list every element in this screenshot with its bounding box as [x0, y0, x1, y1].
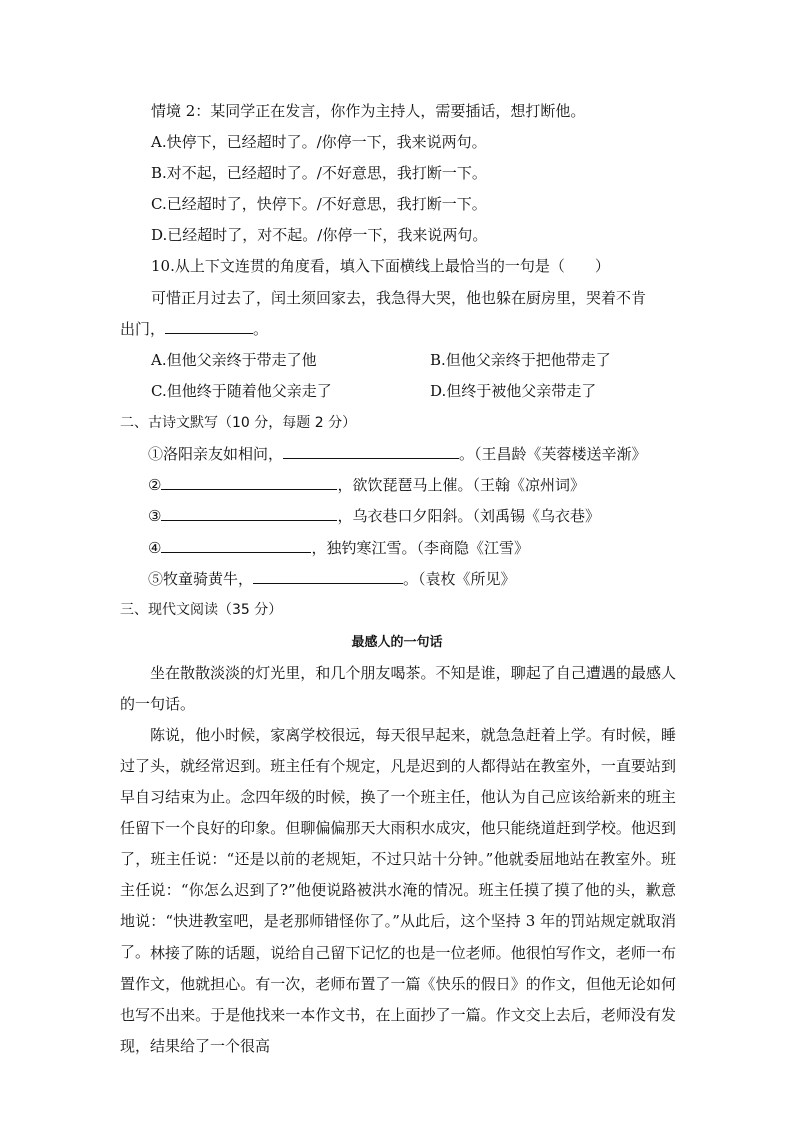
poem-item-2 [148, 475, 585, 495]
item-before: 牧童骑黄牛， [163, 570, 254, 588]
q10-option-d: D.但终于被他父亲带走了 [430, 382, 597, 400]
item-number: ① [148, 445, 164, 463]
q10-passage-prefix: 出门， [120, 320, 166, 338]
item-before: 洛阳亲友如相问， [163, 445, 284, 463]
answer-blank[interactable] [165, 319, 253, 334]
poem-item-4 [148, 538, 529, 558]
item-after: ，欲饮琵琶马上催。（王翰《凉州词》 [337, 476, 585, 494]
item-after: 。（王昌龄《芙蓉楼送辛渐》 [459, 445, 647, 463]
item-number: ② [148, 476, 162, 494]
q10-passage-line1: 可惜正月过去了，闰土须回家去，我急得大哭，他也躲在厨房里，哭着不肯 [151, 289, 647, 307]
answer-blank[interactable] [161, 538, 311, 553]
poem-item-5 [148, 569, 516, 589]
article-paragraph-1: 坐在散散淡淡的灯光里，和几个朋友喝茶。不知是谁，聊起了自己遭遇的最感人的一句话。 [120, 664, 676, 713]
q10-option-a: A.但他父亲终于带走了他 [151, 351, 317, 369]
answer-blank[interactable] [161, 506, 337, 521]
scenario2-option-b: B.对不起，已经超时了。/不好意思，我打断一下。 [151, 164, 487, 182]
article-title: 最感人的一句话 [351, 635, 443, 650]
poem-item-1 [148, 444, 647, 464]
item-number: ③ [148, 507, 162, 525]
scenario2-option-a: A.快停下，已经超时了。/你停一下，我来说两句。 [151, 133, 487, 151]
article-paragraph-3: 林接了陈的话题，说给自己留下记忆的也是一位老师。他很怕写作文，老师一布置作文，他就担心。有一次，老师布置了一篇《快乐的假日》的作文，但他无论如何也写不出来。于是他找来一本作文书，在上面抄了一篇。作文交上去后，老师没有发现，结果给了一个很高 [120, 944, 676, 1055]
scenario2-option-d: D.已经超时了，对不起。/你停一下，我来说两句。 [151, 226, 488, 244]
article-paragraph-2: 陈说，他小时候，家离学校很远，每天很早起来，就急急赶着上学。有时候，睡过了头，就经常迟到。班主任有个规定，凡是迟到的人都得站在教室外，一直要站到早自习结束为止。念四年级的时候，换了一个班主任，他认为自己应该给新来的班主任留下一个良好的印象。但聊偏偏那天大雨积水成灾，他只能绕道赶到学校。他迟到了，班主任说：“还是以前的老规矩，不过只站十分钟。”他就委屈地站在教室外。班主任说：“你怎么迟到了?”他便说路被洪水淹的情况。班主任摸了摸了他的头，歉意地说：“快进教室吧，是老那师错怪你了。”从此后，这个坚持 3 年的罚站规定就取消了。 [120, 726, 676, 961]
section2-heading: 二、古诗文默写（10 分，每题 2 分） [120, 415, 357, 431]
item-number: ④ [148, 539, 162, 557]
section3-heading: 三、现代文阅读（35 分） [120, 602, 283, 618]
q10-stem: 10.从上下文连贯的角度看，填入下面横线上最恰当的一句是（ ） [151, 257, 610, 275]
answer-blank[interactable] [253, 569, 403, 584]
item-after: ，乌衣巷口夕阳斜。（刘禹锡《乌衣巷》 [337, 507, 600, 525]
q10-passage-line2 [120, 319, 268, 339]
q10-option-b: B.但他父亲终于把他带走了 [430, 351, 611, 369]
q10-passage-suffix: 。 [253, 320, 269, 338]
answer-blank[interactable] [161, 475, 337, 490]
answer-blank[interactable] [283, 444, 459, 459]
item-after: ，独钓寒江雪。（李商隐《江雪》 [311, 539, 529, 557]
item-number: ⑤ [148, 570, 164, 588]
poem-item-3 [148, 506, 600, 526]
q10-option-c: C.但他终于随着他父亲走了 [151, 382, 332, 400]
scenario2-option-c: C.已经超时了，快停下。/不好意思，我打断一下。 [151, 195, 487, 213]
item-after: 。（袁枚《所见》 [403, 570, 516, 588]
scenario2-prompt: 情境 2：某同学正在发言，你作为主持人，需要插话，想打断他。 [151, 102, 586, 120]
